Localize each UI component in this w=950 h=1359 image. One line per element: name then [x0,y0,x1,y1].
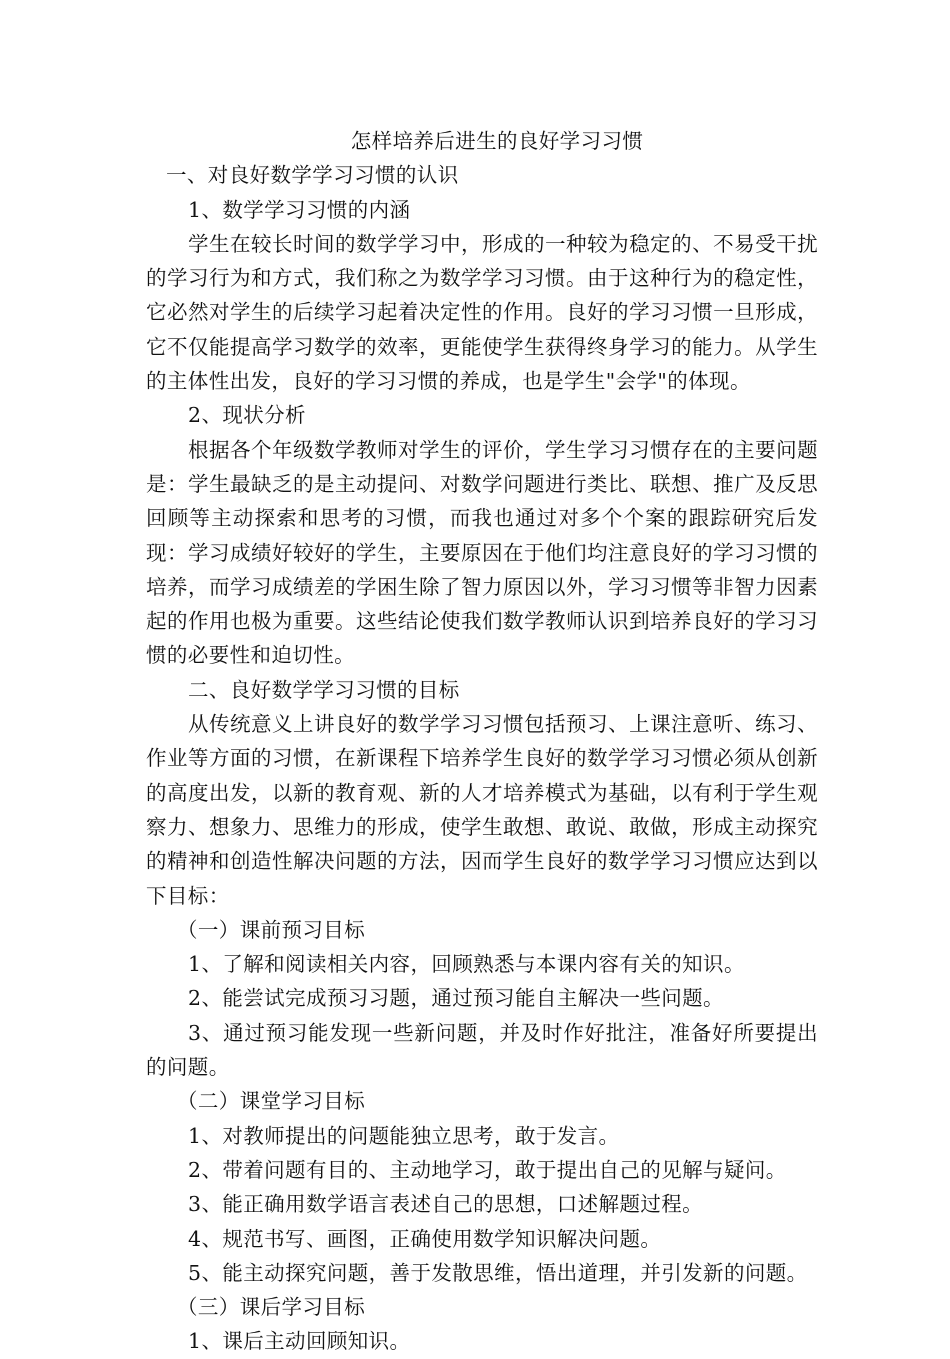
list-item: 1、课后主动回顾知识。 [188,1329,411,1354]
list-item: 1、了解和阅读相关内容，回顾熟悉与本课内容有关的知识。 [188,952,745,977]
subsection-heading-1-1: 1、数学学习习惯的内涵 [188,197,411,222]
document-page [146,124,818,1359]
list-item: 2、能尝试完成预习习题，通过预习能自主解决一些问题。 [188,986,724,1011]
list-item: 5、能主动探究问题，善于发散思维，悟出道理，并引发新的问题。 [188,1260,808,1285]
list-item: 3、通过预习能发现一些新问题，并及时作好批注，准备好所要提出的问题。 [146,1020,818,1080]
list-item: 4、规范书写、画图，正确使用数学知识解决问题。 [188,1226,662,1251]
subsection-heading-2-3: （三）课后学习目标 [177,1295,366,1320]
section-heading-1: 一、对良好数学学习习惯的认识 [166,163,459,188]
section-heading-2: 二、良好数学学习习惯的目标 [188,677,460,702]
document-title: 怎样培养后进生的良好学习习惯 [350,129,644,153]
subsection-heading-2-2: （二）课堂学习目标 [177,1089,366,1114]
list-item: 3、能正确用数学语言表述自己的思想，口述解题过程。 [188,1192,704,1217]
paragraph-status-analysis: 根据各个年级数学教师对学生的评价，学生学习习惯存在的主要问题是：学生最缺乏的是主动提问、对数学问题进行类比、联想、推广及反思回顾等主动探索和思考的习惯，而我也通过对多个个案的跟踪研究后发现：学习成绩好较好的学生，主要原因在于他们均注意良好的学习习惯的培养，而学习成绩差的学困生除了智力原因以外，学习习惯等非智力因素起的作用也极为重要。这些结论使我们数学教师认识到培养良好的学习习惯的必要性和迫切性。 [146,437,818,668]
subsection-heading-2-1: （一）课前预习目标 [177,917,366,942]
list-item: 2、带着问题有目的、主动地学习，敢于提出自己的见解与疑问。 [188,1157,787,1182]
list-item: 1、对教师提出的问题能独立思考，敢于发言。 [188,1123,620,1148]
paragraph-goals-intro: 从传统意义上讲良好的数学学习习惯包括预习、上课注意听、练习、作业等方面的习惯，在新课程下培养学生良好的数学学习习惯必须从创新的高度出发，以新的教育观、新的人才培养模式为基础，以有利于学生观察力、想象力、思维力的形成，使学生敢想、敢说、敢做，形成主动探究的精神和创造性解决问题的方法，因而学生良好的数学学习习惯应达到以下目标： [146,712,818,908]
paragraph-habit-definition: 学生在较长时间的数学学习中，形成的一种较为稳定的、不易受干扰的学习行为和方式，我们称之为数学学习习惯。由于这种行为的稳定性，它必然对学生的后续学习起着决定性的作用。良好的学习习惯一旦形成，它不仅能提高学习数学的效率，更能使学生获得终身学习的能力。从学生的主体性出发，良好的学习习惯的养成，也是学生"会学"的体现。 [146,231,818,394]
subsection-heading-1-2: 2、现状分析 [188,403,306,428]
